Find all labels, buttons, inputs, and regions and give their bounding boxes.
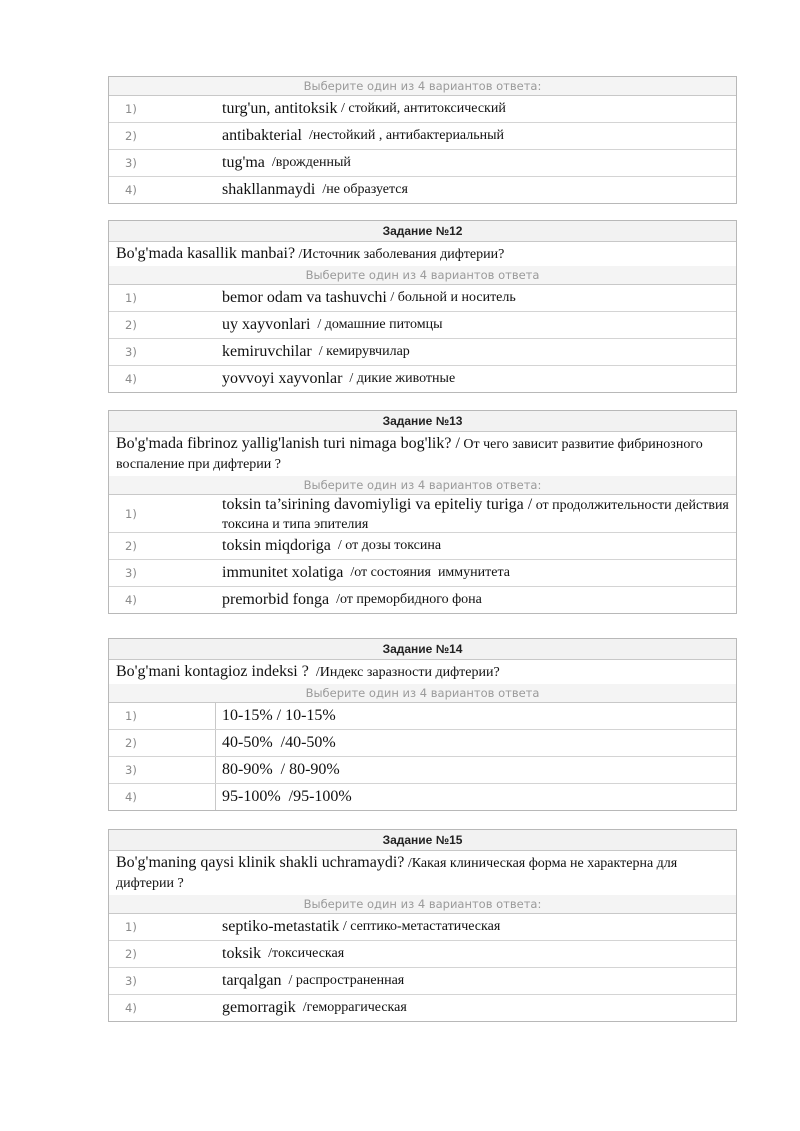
answer-row[interactable] — [109, 703, 736, 730]
answer-text: kemiruvchilar / кемирувчилар — [222, 343, 410, 360]
answer-number: 3) — [125, 974, 137, 988]
answer-row[interactable] — [109, 495, 736, 533]
answer-row[interactable] — [109, 285, 736, 312]
question-text: Bo'g'mada kasallik manbai? /Источник заболевания дифтерии? — [116, 245, 505, 262]
answer-number: 3) — [125, 345, 137, 359]
question-text: Bo'g'maning qaysi klinik shakli uchramaydi? /Какая клиническая форма не характерна для дифтерии ? — [116, 854, 678, 891]
answer-number: 4) — [109, 784, 216, 810]
answer-number: 1) — [125, 102, 137, 116]
task-15-block — [108, 829, 737, 1022]
answer-row[interactable] — [109, 339, 736, 366]
choose-hint: Выберите один из 4 вариантов ответа — [109, 266, 736, 285]
answer-number: 4) — [125, 372, 137, 386]
answer-text: premorbid fonga /от преморбидного фона — [222, 591, 482, 608]
answer-number: 2) — [109, 730, 216, 756]
answer-text: gemorragik /геморрагическая — [222, 999, 407, 1016]
answer-row[interactable] — [109, 914, 736, 941]
question-text: Bo'g'mani kontagioz indeksi ? /Индекс заразности дифтерии? — [116, 663, 500, 680]
answer-row[interactable] — [109, 757, 736, 784]
answer-row[interactable] — [109, 995, 736, 1021]
task-13-block — [108, 410, 737, 614]
answer-number: 4) — [125, 1001, 137, 1015]
answer-text: yovvoyi xayvonlar / дикие животные — [222, 370, 456, 387]
answer-row[interactable] — [109, 366, 736, 392]
answer-text: immunitet xolatiga /от состояния иммунитета — [222, 564, 510, 581]
choose-hint: Выберите один из 4 вариантов ответа: — [109, 895, 736, 914]
answer-row[interactable] — [109, 587, 736, 613]
choose-hint: Выберите один из 4 вариантов ответа: — [109, 476, 736, 495]
answer-text: septiko-metastatik / септико-метастатическая — [222, 918, 501, 935]
answer-text: tug'ma /врожденный — [222, 154, 351, 171]
answer-text: 80-90% / 80-90% — [222, 761, 340, 778]
answer-number: 3) — [125, 156, 137, 170]
answer-number: 2) — [125, 318, 137, 332]
answer-number: 1) — [109, 703, 216, 729]
answer-number: 1) — [125, 506, 137, 521]
answer-text: bemor odam va tashuvchi / больной и носитель — [222, 289, 516, 306]
task-title: Задание №13 — [109, 411, 736, 432]
answer-text: antibakterial /нестойкий , антибактериальный — [222, 127, 505, 144]
answer-number: 2) — [125, 947, 137, 961]
answer-row[interactable] — [109, 96, 736, 123]
answer-text: toksik /токсическая — [222, 945, 345, 962]
choose-hint: Выберите один из 4 вариантов ответа — [109, 684, 736, 703]
answer-row[interactable] — [109, 123, 736, 150]
choose-hint: Выберите один из 4 вариантов ответа: — [109, 77, 736, 96]
task-title: Задание №15 — [109, 830, 736, 851]
task-title: Задание №14 — [109, 639, 736, 660]
answer-number: 3) — [109, 757, 216, 783]
answer-number: 4) — [125, 183, 137, 197]
task-11-answers-block — [108, 76, 737, 204]
answer-text: toksin ta’sirining davomiyligi va epiteliy turiga / от продолжительности действия токсина и типа эпителия — [222, 496, 729, 532]
answer-row[interactable] — [109, 560, 736, 587]
answer-text: 40-50% /40-50% — [222, 734, 336, 751]
answer-row[interactable] — [109, 941, 736, 968]
task-14-block — [108, 638, 737, 811]
answer-number: 2) — [125, 129, 137, 143]
question-text: Bo'g'mada fibrinoz yallig'lanish turi nimaga bog'lik? / От чего зависит развитие фибринозного воспаление при дифтерии ? — [116, 435, 703, 472]
answer-text: shakllanmaydi /не образуется — [222, 181, 408, 198]
answer-text: uy xayvonlari / домашние питомцы — [222, 316, 443, 333]
answer-text: turg'un, antitoksik / стойкий, антитоксический — [222, 100, 506, 117]
answer-row[interactable] — [109, 312, 736, 339]
answer-number: 4) — [125, 593, 137, 607]
answer-text: toksin miqdoriga / от дозы токсина — [222, 537, 442, 554]
answer-row[interactable] — [109, 730, 736, 757]
answer-number: 2) — [125, 539, 137, 553]
answer-number: 3) — [125, 566, 137, 580]
answer-text: 95-100% /95-100% — [222, 788, 352, 805]
answer-text: tarqalgan / распространенная — [222, 972, 405, 989]
task-title: Задание №12 — [109, 221, 736, 242]
answer-row[interactable] — [109, 968, 736, 995]
answer-row[interactable] — [109, 177, 736, 203]
answer-row[interactable] — [109, 784, 736, 810]
answer-text: 10-15% / 10-15% — [222, 707, 336, 724]
answer-number: 1) — [125, 920, 137, 934]
task-12-block — [108, 220, 737, 393]
answer-number: 1) — [125, 291, 137, 305]
answer-row[interactable] — [109, 533, 736, 560]
answer-row[interactable] — [109, 150, 736, 177]
